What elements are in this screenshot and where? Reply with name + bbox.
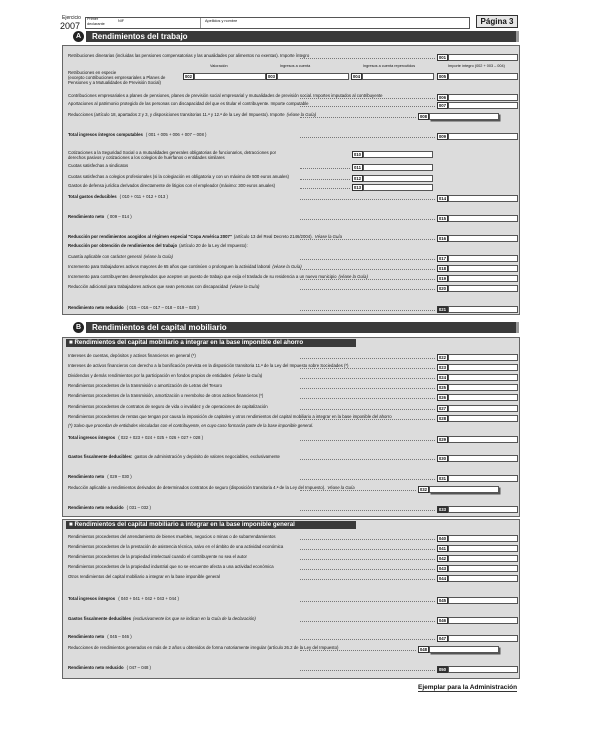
amount-field[interactable] — [448, 133, 518, 140]
form-row-label — [68, 243, 248, 248]
dotted-leader — [300, 409, 435, 410]
box-code: 011 — [352, 164, 363, 171]
box-code: 010 — [353, 152, 362, 157]
dotted-leader — [300, 98, 435, 99]
row-text: Intereses de cuentas, depósitos y activos financieros en general (*) — [68, 353, 196, 358]
dotted-leader — [300, 419, 435, 420]
amount-field[interactable] — [448, 275, 518, 282]
box-code: 022 — [438, 355, 447, 360]
box-code: 033 — [438, 507, 447, 512]
dotted-leader — [300, 358, 435, 359]
row-text: Rendimiento neto — [68, 474, 105, 479]
box-code: 027 — [438, 406, 447, 411]
row-text: Contribuciones empresariales a planes de pensiones, planes de previsión social empresarial y mutualidades de previsión social. Importes imputados al contribuyente — [68, 93, 383, 98]
nif-field[interactable] — [116, 18, 201, 28]
amount-field[interactable] — [362, 73, 434, 80]
amount-field[interactable] — [448, 565, 518, 572]
row-text: Rendimientos procedentes de la prestación de asistencia técnica, salvo en el ámbito de una actividad económica — [68, 544, 284, 549]
row-text: Incremento para contribuyentes desempleados que acepten un puesto de trabajo que exija el traslado de su residencia a un nuevo municipio — [68, 274, 337, 279]
row-text: Retribuciones dinerarias (incluidas las pensiones compensatorias y las anualidades por alimentos no exentas). Importe íntegro — [68, 53, 310, 58]
nif-label: NIF — [118, 19, 125, 23]
box-code: 028 — [438, 416, 447, 421]
dotted-leader — [300, 539, 435, 540]
row-formula: ( 047 – 048 ) — [126, 665, 151, 670]
dotted-leader — [300, 219, 435, 220]
amount-field[interactable] — [448, 285, 518, 292]
row-text: Reducción por rendimientos acogidos al régimen especial "Copa América 2007" — [68, 234, 232, 239]
row-text-cont: (artículo 13 del Real Decreto 2146/2004). — [233, 234, 313, 239]
row-formula: ( 029 – 030 ) — [107, 474, 132, 479]
box-code: 021 — [438, 307, 447, 312]
amount-field[interactable] — [448, 354, 518, 361]
form-row-label — [68, 112, 316, 117]
row-text: Cuotas satisfechas a colegios profesionales (si la colegiación es obligatoria y con un máximo de 500 euros anuales) — [68, 174, 289, 179]
row-guide-note: (véase la Guía) — [286, 112, 317, 117]
row-text: Rendimiento neto reducido — [68, 665, 124, 670]
box-code: 013 — [353, 185, 362, 190]
row-text: Rendimientos procedentes de rentas que tengan por causa la imposición de capitales y otros rendimientos del capital mobiliario a integrar en la base imponible del ahorro — [68, 414, 392, 419]
dotted-leader — [300, 459, 435, 460]
amount-field[interactable] — [448, 415, 518, 422]
row-text: Rendimientos procedentes de la propiedad intelectual cuando el contribuyente no sea el autor — [68, 554, 247, 559]
row-text: Aportaciones al patrimonio protegido de las personas con discapacidad del que es titular el contribuyente. Importe computable — [68, 101, 309, 106]
row-text: Total gastos deducibles — [68, 194, 117, 199]
form-row-label — [68, 564, 274, 569]
box-code: 050 — [438, 667, 447, 672]
box-code: 026 — [438, 395, 447, 400]
row-text: Rendimientos procedentes de la propiedad industrial que no se encuentre afecta a una actividad económica — [68, 564, 274, 569]
row-text: Rendimiento neto reducido — [68, 305, 124, 310]
col-importe: Importe íntegro (002 + 003 – 004) — [448, 64, 505, 68]
box-code: 018 — [438, 266, 447, 271]
form-row-label — [68, 393, 263, 398]
col-ingresos: Ingresos a cuenta — [280, 64, 311, 68]
row-text: (*) Salvo que procedan de entidades vinculadas con el contribuyente, en cuyo caso formarán parte de la base imponible general. — [68, 423, 314, 428]
form-row-label — [68, 645, 338, 650]
dotted-leader — [300, 398, 435, 399]
dotted-leader — [300, 310, 435, 311]
form-row-label — [68, 665, 151, 670]
box-code: 043 — [438, 566, 447, 571]
form-row-label — [68, 534, 276, 539]
row-text: Otros rendimientos del capital mobiliario a integrar en la base imponible general — [68, 574, 220, 579]
row-text-cont: (artículo 20 de la Ley del Impuesto): — [179, 243, 248, 248]
box-code: 044 — [438, 576, 447, 581]
box-code: 005 — [438, 74, 447, 79]
row-text: Gastos fiscalmente deducibles — [68, 616, 132, 621]
row-text: Rendimientos procedentes de contratos de seguro de vida o invalidez y de operaciones de capitalización — [68, 404, 268, 409]
row-text-cont: gastos de administración y depósito de valores negociables, exclusivamente — [134, 454, 280, 459]
form-row-label — [68, 435, 203, 440]
form-row-label — [68, 616, 256, 621]
form-row-label — [68, 163, 128, 168]
form-row-label — [68, 474, 132, 479]
row-guide-note: (véase la Guía) — [232, 373, 263, 378]
row-text: Intereses de activos financieros con derecho a la bonificación prevista en la disposición transitoria 11.ª de la Ley del Impuesto sobre Sociedades (*) — [68, 363, 349, 368]
col-repercutidos: Ingresos a cuenta repercutidos — [363, 64, 416, 68]
amount-field[interactable] — [448, 94, 518, 101]
row-text: Rendimiento neto — [68, 634, 105, 639]
dotted-leader — [300, 378, 435, 379]
amount-field[interactable] — [448, 405, 518, 412]
box-code: 019 — [438, 276, 447, 281]
form-row-label — [68, 254, 173, 259]
box-code: 031 — [438, 476, 447, 481]
dotted-leader — [300, 569, 435, 570]
sub2-title-text: Rendimientos del capital mobiliario a integrar en la base imponible general — [74, 521, 295, 528]
name-label: Apellidos y nombre — [205, 19, 238, 23]
section-a-title: Rendimientos del trabajo — [86, 31, 519, 42]
dotted-leader — [300, 279, 435, 280]
amount-field[interactable] — [429, 646, 499, 653]
row-text: Rendimientos procedentes de la transmisión, amortización o reembolso de otros activos financieros (*) — [68, 393, 264, 398]
box-code: 025 — [438, 385, 447, 390]
year-label: 2007 — [60, 21, 81, 31]
box-code: 003 — [267, 74, 276, 79]
form-row-label — [68, 284, 259, 289]
row-formula: ( 040 + 041 + 042 + 043 + 044 ) — [118, 596, 179, 601]
dotted-leader — [300, 639, 435, 640]
box-code: 020 — [438, 286, 447, 291]
sub1-bullet: ■ — [69, 339, 75, 346]
dotted-leader — [300, 168, 350, 169]
ejercicio-label: Ejercicio — [62, 15, 81, 21]
row-formula: ( 001 + 005 + 006 + 007 – 008 ) — [145, 132, 207, 137]
amount-field[interactable] — [448, 535, 518, 542]
form-row-label — [68, 596, 179, 601]
row-text-line: Pensiones y a Mutualidades de Previsión Social) — [68, 80, 161, 85]
amount-field[interactable] — [448, 436, 518, 443]
dotted-leader — [300, 559, 435, 560]
amount-field[interactable] — [448, 555, 518, 562]
dotted-leader — [300, 269, 435, 270]
row-formula: ( 015 – 016 – 017 – 018 – 019 – 020 ) — [126, 305, 199, 310]
form-row-label — [68, 423, 313, 428]
sub2-bullet: ■ — [69, 521, 75, 528]
dotted-leader — [300, 388, 435, 389]
row-text: Rendimientos procedentes de la transmisión o amortización de Letras del Tesoro — [68, 383, 222, 388]
dotted-leader — [300, 58, 435, 59]
box-code: 041 — [438, 546, 447, 551]
page-number: Página 3 — [476, 15, 518, 28]
amount-field[interactable] — [363, 151, 433, 158]
amount-field[interactable] — [448, 597, 518, 604]
form-row-label — [68, 505, 151, 510]
box-code: 042 — [438, 556, 447, 561]
amount-field[interactable] — [448, 394, 518, 401]
dotted-leader — [300, 650, 416, 651]
amount-field[interactable] — [194, 73, 266, 80]
amount-field[interactable] — [448, 575, 518, 582]
row-guide-note: Véase la Guía — [314, 234, 342, 239]
box-code: 024 — [438, 375, 447, 380]
footer-copy-label: Ejemplar para la Administración — [418, 684, 518, 691]
row-text: Reducción adicional para trabajadores activos que sean personas con discapacidad — [68, 284, 229, 289]
form-row-label — [68, 554, 247, 559]
form-row-label — [68, 101, 309, 106]
amount-field[interactable] — [448, 384, 518, 391]
row-guide-note: (véase la Guía) — [230, 284, 260, 289]
row-guide-note: Véase la Guía — [327, 485, 355, 490]
row-text-line: derechos pasivos y cotizaciones a los colegios de huérfanos o entidades similares — [68, 155, 225, 160]
sub1-title — [66, 339, 356, 347]
dotted-leader — [300, 601, 435, 602]
form-row-label — [68, 264, 302, 269]
declarant-label: Primer declarante — [87, 17, 105, 26]
dotted-leader — [300, 670, 435, 671]
form-row-label — [68, 305, 199, 310]
amount-field[interactable] — [448, 617, 518, 624]
dotted-leader — [300, 179, 350, 180]
row-guide-note: (véase la Guía) — [143, 254, 173, 259]
row-text: Retribuciones en especie — [68, 70, 117, 75]
amount-field[interactable] — [448, 102, 518, 109]
box-code: 004 — [352, 74, 361, 79]
box-code: 029 — [438, 437, 447, 442]
form-row-label — [68, 634, 132, 639]
dotted-leader — [300, 440, 435, 441]
row-text: Incremento para trabajadores activos mayores de 65 años que continúen o prolonguen la actividad laboral — [68, 264, 271, 269]
form-row-label — [68, 404, 268, 409]
dotted-leader — [300, 106, 435, 107]
row-formula: ( 031 – 032 ) — [126, 505, 151, 510]
box-code: 032 — [419, 487, 428, 492]
row-formula: ( 009 – 014 ) — [107, 214, 132, 219]
form-row-label — [68, 214, 132, 219]
amount-field[interactable] — [448, 73, 518, 80]
form-row-label — [68, 383, 222, 388]
row-text: Reducciones (artículo 18, apartados 2 y 3, y disposiciones transitorias 11.ª y 12.ª de la Ley del Impuesto). Importe — [68, 112, 285, 117]
dotted-leader — [300, 549, 435, 550]
box-code: 016 — [438, 236, 447, 241]
box-code: 040 — [438, 536, 447, 541]
amount-field[interactable] — [448, 255, 518, 262]
box-code: 009 — [438, 134, 447, 139]
dotted-leader — [300, 490, 416, 491]
box-code: 007 — [438, 103, 447, 108]
form-row-label — [68, 183, 275, 188]
amount-field[interactable] — [363, 184, 433, 191]
form-row-label — [68, 454, 280, 459]
amount-field[interactable] — [429, 486, 499, 493]
sub2-title — [66, 521, 356, 529]
row-text: Total ingresos íntegros — [68, 435, 116, 440]
section-b-title: Rendimientos del capital mobiliario — [86, 322, 519, 333]
amount-field[interactable] — [363, 175, 433, 182]
dotted-leader — [300, 579, 435, 580]
row-guide-note: (véase la Guía) — [272, 264, 302, 269]
row-text: Gastos fiscalmente deducibles: — [68, 454, 133, 459]
dotted-leader — [300, 239, 435, 240]
sub1-title-text: Rendimientos del capital mobiliario a integrar en la base imponible del ahorro — [74, 339, 304, 346]
col-valoracion: Valoración — [210, 64, 228, 68]
box-code: 015 — [438, 216, 447, 221]
box-code: 048 — [419, 647, 428, 652]
row-guide-note: (exclusivamente los que se indican en la Guía de la declaración) — [133, 616, 256, 621]
form-row-label — [68, 373, 262, 378]
box-code: 023 — [438, 365, 447, 370]
amount-field[interactable] — [448, 306, 518, 313]
dotted-leader — [300, 137, 435, 138]
dotted-leader — [300, 621, 435, 622]
row-text: Total ingresos íntegros computables — [68, 132, 143, 137]
amount-field[interactable] — [448, 635, 518, 642]
amount-field[interactable] — [448, 666, 518, 673]
row-formula: ( 010 + 011 + 012 + 013 ) — [119, 194, 168, 199]
row-text: Cotizaciones a la Seguridad Social o a mutualidades generales obligatorias de funcionarios, detracciones por — [68, 150, 277, 155]
row-text: Rendimientos procedentes del arrendamiento de bienes muebles, negocios o minas o de subarrendamientos — [68, 534, 276, 539]
dotted-leader — [300, 188, 350, 189]
row-text: Total ingresos íntegros — [68, 596, 116, 601]
form-row-label — [68, 544, 283, 549]
form-row-label — [68, 194, 168, 199]
name-field[interactable] — [203, 18, 468, 28]
amount-field[interactable] — [448, 265, 518, 272]
form-row-label — [68, 353, 196, 358]
row-text: Reducción por obtención de rendimientos del trabajo — [68, 243, 178, 248]
box-code: 002 — [184, 74, 193, 79]
dotted-leader — [300, 289, 435, 290]
box-code: 030 — [438, 456, 447, 461]
form-row-label — [68, 174, 289, 179]
amount-field[interactable] — [448, 455, 518, 462]
row-text: Cuotas satisfechas a sindicatos — [68, 163, 129, 168]
row-text: Rendimiento neto reducido — [68, 505, 124, 510]
dotted-leader — [300, 368, 435, 369]
row-text: Reducción aplicable a rendimientos derivados de determinados contratos de seguro (disposición transitoria 4.ª de la Ley del Impuesto). — [68, 485, 326, 490]
section-b-letter: B — [73, 322, 84, 333]
box-code: 047 — [438, 636, 447, 641]
amount-field[interactable] — [448, 545, 518, 552]
row-guide-note: (véase la Guía) — [338, 274, 368, 279]
row-text: Rendimiento neto — [68, 214, 105, 219]
dotted-leader — [300, 199, 435, 200]
row-text: Gastos de defensa jurídica derivados directamente de litigios con el empleador (máximo: 300 euros anuales) — [68, 183, 276, 188]
section-a-letter: A — [73, 31, 84, 42]
amount-field[interactable] — [448, 374, 518, 381]
row-formula: ( 045 – 046 ) — [107, 634, 132, 639]
form-row-label — [68, 574, 220, 579]
amount-field[interactable] — [448, 364, 518, 371]
row-formula: ( 022 + 023 + 024 + 025 + 026 + 027 + 028 ) — [118, 435, 204, 440]
amount-field[interactable] — [448, 235, 518, 242]
box-code: 008 — [419, 114, 428, 119]
row-text-line: (excepto contribuciones empresariales a Planes de — [68, 75, 166, 80]
dotted-leader — [300, 510, 435, 511]
form-row-label — [68, 53, 309, 58]
row-text: Reducciones de rendimientos generados en más de 2 años u obtenidos de forma notoriamente irregular (artículo 26.2 de la Ley del Impuesto) — [68, 645, 339, 650]
form-row-label — [68, 132, 206, 137]
box-code: 045 — [438, 598, 447, 603]
amount-field[interactable] — [448, 195, 518, 202]
dotted-leader — [300, 259, 435, 260]
row-text: Dividendos y demás rendimientos por la participación en fondos propios de entidades — [68, 373, 231, 378]
amount-field[interactable] — [448, 506, 518, 513]
box-code: 014 — [438, 196, 447, 201]
box-code: 046 — [438, 618, 447, 623]
box-code: 012 — [353, 176, 362, 181]
amount-field[interactable] — [448, 215, 518, 222]
row-text: Cuantía aplicable con carácter general — [68, 254, 142, 259]
box-code: 006 — [438, 95, 447, 100]
amount-field[interactable] — [429, 113, 499, 120]
amount-field[interactable] — [277, 73, 349, 80]
dotted-leader — [300, 117, 416, 118]
amount-field[interactable] — [448, 54, 518, 61]
amount-field[interactable] — [363, 164, 433, 171]
amount-field[interactable] — [448, 475, 518, 482]
box-code: 001 — [438, 55, 447, 60]
box-code: 017 — [438, 256, 447, 261]
dotted-leader — [300, 479, 435, 480]
